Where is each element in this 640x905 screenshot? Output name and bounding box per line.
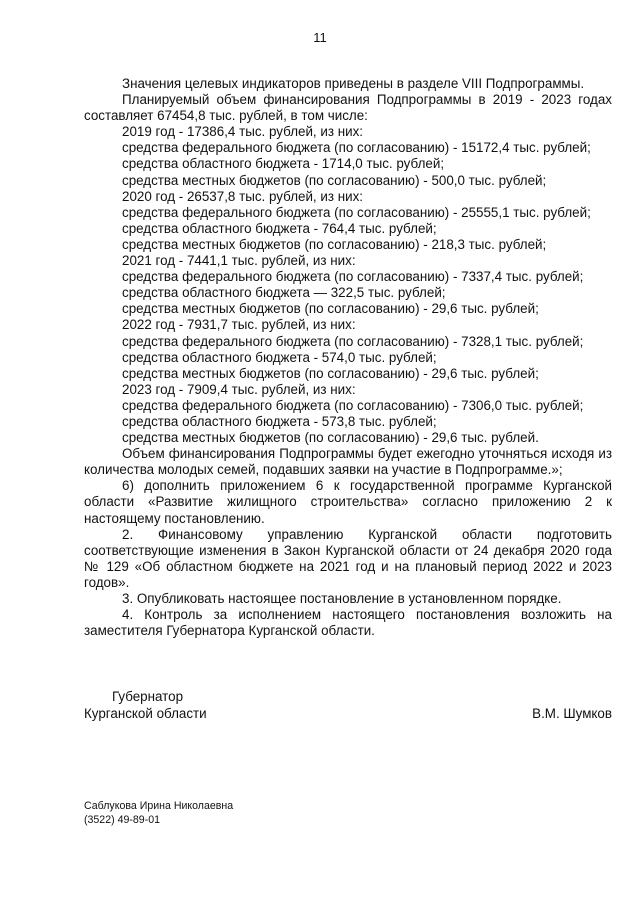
funding-line: 2022 год - 7931,7 тыс. рублей, из них: — [122, 317, 356, 333]
funding-line: средства областного бюджета - 573,8 тыс. рублей; — [122, 413, 437, 429]
page-number: 11 — [313, 30, 327, 45]
executor-name: Саблукова Ирина Николаевна — [84, 800, 234, 812]
signature-org: Курганской области — [84, 706, 207, 721]
document-body — [84, 76, 612, 639]
signature-title: Губернатор — [112, 689, 184, 704]
funding-line: средства местных бюджетов (по согласованию) - 500,0 тыс. рублей; — [122, 172, 547, 188]
funding-line: 2020 год - 26537,8 тыс. рублей, из них: — [122, 188, 364, 204]
funding-line: средства областного бюджета - 764,4 тыс. рублей; — [122, 220, 437, 236]
funding-line: средства федерального бюджета (по согласованию) - 7337,4 тыс. рублей; — [122, 269, 584, 285]
funding-line: средства областного бюджета — 322,5 тыс. рублей; — [122, 285, 446, 301]
funding-line: средства местных бюджетов (по согласованию) - 29,6 тыс. рублей; — [122, 365, 539, 381]
paragraph-annual-update: Объем финансирования Подпрограммы будет ежегодно уточняться исходя из количества молодых семей, подавших заявки на участие в Подпрограмме.»; — [84, 446, 612, 478]
paragraph-indicators: Значения целевых индикаторов приведены в разделе VIII Подпрограммы. — [122, 76, 585, 91]
executor-phone: (3522) 49-89-01 — [84, 814, 160, 826]
funding-list — [84, 124, 612, 446]
funding-line: 2019 год - 17386,4 тыс. рублей, из них: — [122, 124, 364, 140]
paragraph-funding-total: Планируемый объем финансирования Подпрограммы в 2019 - 2023 годах составляет 67454,8 тыс. рублей, в том числе: — [84, 92, 612, 124]
funding-line: средства федерального бюджета (по согласованию) - 25555,1 тыс. рублей; — [122, 204, 591, 220]
paragraph-appendix-6: 6) дополнить приложением 6 к государственной программе Курганской области «Развитие жилищного строительства» согласно приложению 2 к настоящему постановлению. — [84, 478, 612, 526]
funding-line: средства местных бюджетов (по согласованию) - 29,6 тыс. рублей; — [122, 301, 539, 317]
funding-line: средства федерального бюджета (по согласованию) - 7328,1 тыс. рублей; — [122, 333, 584, 349]
paragraph-publish: 3. Опубликовать настоящее постановление в установленном порядке. — [122, 591, 562, 606]
funding-line: 2023 год - 7909,4 тыс. рублей, из них: — [122, 381, 356, 397]
funding-line: средства федерального бюджета (по согласованию) - 7306,0 тыс. рублей; — [122, 397, 584, 413]
funding-line: средства местных бюджетов (по согласованию) - 218,3 тыс. рублей; — [122, 236, 547, 252]
funding-line: средства местных бюджетов (по согласованию) - 29,6 тыс. рублей. — [122, 430, 539, 446]
paragraph-control: 4. Контроль за исполнением настоящего постановления возложить на заместителя Губернатора Курганской области. — [84, 607, 612, 639]
funding-line: средства областного бюджета - 574,0 тыс. рублей; — [122, 349, 437, 365]
funding-line: 2021 год - 7441,1 тыс. рублей, из них: — [122, 253, 356, 269]
signature-name: В.М. Шумков — [532, 706, 612, 721]
funding-line: средства областного бюджета - 1714,0 тыс. рублей; — [122, 156, 445, 172]
paragraph-finance-dept: 2. Финансовому управлению Курганской области подготовить соответствующие изменения в Закон Курганской области от 24 декабря 2020 года № 129 «Об областном бюджете на 2021 год и на плановый период 2022 и 2023 годов». — [84, 526, 612, 590]
funding-line: средства федерального бюджета (по согласованию) - 15172,4 тыс. рублей; — [122, 140, 591, 156]
